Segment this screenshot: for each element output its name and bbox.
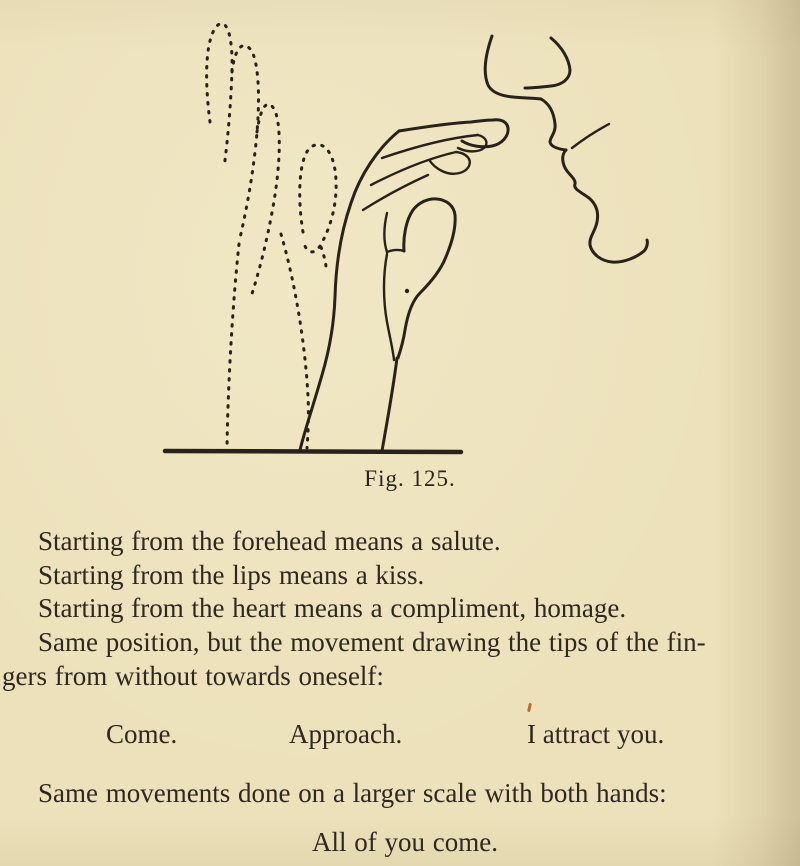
gesture-come: Come. bbox=[106, 719, 178, 749]
text-line-heart: Starting from the heart means a compliment, homage. bbox=[38, 593, 627, 623]
text-line-kiss: Starting from the lips means a kiss. bbox=[38, 560, 425, 590]
face-profile-drawing bbox=[485, 36, 647, 262]
gesture-approach: Approach. bbox=[289, 719, 403, 749]
text-line-all-come: All of you come. bbox=[312, 827, 498, 857]
ground-line bbox=[165, 451, 461, 452]
text-line-same-position: Same position, but the movement drawing the tips of the fin- bbox=[38, 627, 706, 657]
gesture-attract: I attract you. bbox=[527, 719, 665, 749]
text-line-both-hands: Same movements done on a larger scale with both hands: bbox=[38, 778, 667, 808]
figure-caption: Fig. 125. bbox=[364, 466, 456, 491]
ghost-hand-dotted-drawing bbox=[207, 23, 336, 448]
text-line-salute: Starting from the forehead means a salute. bbox=[38, 526, 501, 556]
solid-hand-drawing bbox=[300, 120, 508, 451]
text-line-continuation: gers from without towards oneself: bbox=[2, 661, 384, 691]
